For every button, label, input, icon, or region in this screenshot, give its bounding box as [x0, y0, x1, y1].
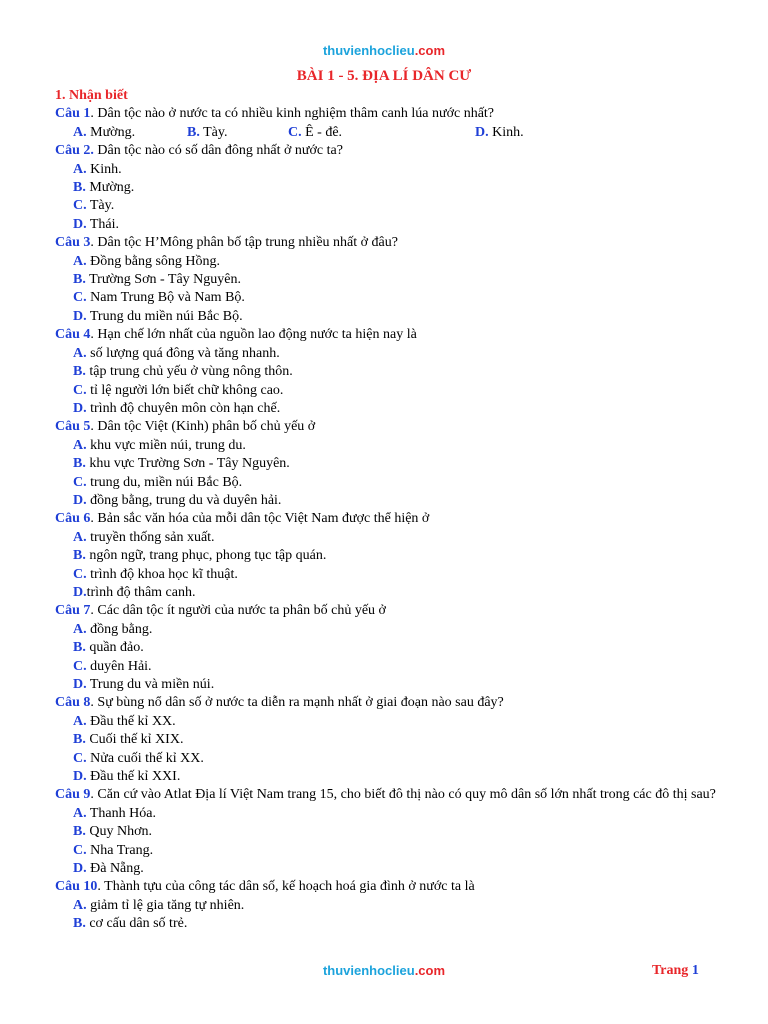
option-key: D.: [73, 492, 87, 508]
answer-option-b: [55, 915, 745, 933]
option-text: truyền thống sản xuất.: [90, 529, 215, 545]
answer-option-a: [55, 805, 745, 823]
question-text: . Sự bùng nổ dân số ở nước ta diễn ra mạnh nhất ở giai đoạn nào sau đây?: [90, 695, 504, 711]
answer-option-d: [55, 400, 745, 418]
option-key: D.: [73, 216, 87, 232]
question-text: . Hạn chế lớn nhất của nguồn lao động nước ta hiện nay là: [90, 327, 417, 343]
answer-option-a: [55, 621, 745, 639]
option-text: Kinh.: [90, 161, 122, 177]
option-text: Đầu thế kỉ XX.: [90, 713, 176, 729]
option-key: A.: [73, 897, 87, 913]
option-text: giảm tỉ lệ gia tăng tự nhiên.: [90, 897, 245, 913]
option-key: C.: [73, 566, 87, 582]
option-key: B.: [73, 640, 86, 656]
answer-option-b: [55, 455, 745, 473]
option-key: B.: [73, 364, 86, 380]
footer-site-name: thuvienhoclieu: [322, 963, 415, 978]
answer-option-a: [73, 124, 187, 142]
question-label: Câu 6: [55, 511, 91, 527]
question-text: . Bản sắc văn hóa của mỗi dân tộc Việt Nam được thể hiện ở: [90, 511, 430, 527]
option-key: A.: [73, 161, 87, 177]
option-text: Thanh Hóa.: [89, 805, 156, 821]
header-website: [0, 43, 768, 58]
option-key: C.: [288, 124, 302, 140]
answer-option-b: [55, 179, 745, 197]
answer-option-a: [55, 713, 745, 731]
option-key: B.: [73, 272, 86, 288]
option-key: C.: [73, 198, 87, 214]
answer-option-b: [55, 639, 745, 657]
question-text: . Căn cứ vào Atlat Địa lí Việt Nam trang 15, cho biết đô thị nào có quy mô dân số lớn nhất trong các đô thị sau?: [90, 787, 716, 803]
option-text: Đà Nẵng.: [90, 861, 144, 877]
answer-option-a: [55, 161, 745, 179]
question-3: [55, 234, 745, 252]
option-text: Nam Trung Bộ và Nam Bộ.: [90, 290, 245, 306]
question-list: [55, 87, 745, 934]
option-key: B.: [73, 548, 86, 564]
option-key: C.: [73, 474, 87, 490]
question-8: [55, 694, 745, 712]
answer-option-d: [55, 860, 745, 878]
option-text: Trường Sơn - Tây Nguyên.: [89, 272, 241, 288]
question-label: Câu 1: [55, 106, 91, 122]
question-text: Dân tộc nào có số dân đông nhất ở nước ta?: [93, 143, 343, 159]
question-10: [55, 878, 745, 896]
question-label: Câu 4: [55, 327, 91, 343]
option-text: Nha Trang.: [90, 842, 154, 858]
option-text: đồng bằng.: [90, 621, 153, 637]
question-6: [55, 510, 745, 528]
option-text: tỉ lệ người lớn biết chữ không cao.: [90, 382, 284, 398]
page-word: Trang: [652, 963, 689, 978]
option-text: số lượng quá đông và tăng nhanh.: [90, 345, 280, 361]
option-text: Quy Nhơn.: [89, 824, 152, 840]
page-num: 1: [691, 963, 699, 978]
option-text: Kinh.: [492, 124, 524, 140]
answer-option-c: [288, 124, 475, 142]
option-text: Thái.: [89, 216, 120, 232]
answer-option-a: [55, 437, 745, 455]
option-key: A.: [73, 713, 87, 729]
answer-option-b: [55, 547, 745, 565]
answer-option-b: [55, 823, 745, 841]
answer-option-d: [55, 584, 745, 602]
answer-option-c: [55, 289, 745, 307]
option-key: A.: [73, 345, 87, 361]
page-footer: [0, 963, 768, 981]
answer-option-c: [55, 197, 745, 215]
question-text: . Dân tộc nào ở nước ta có nhiều kinh nghiệm thâm canh lúa nước nhất?: [90, 106, 495, 122]
question-2: [55, 142, 745, 160]
option-key: A.: [73, 529, 87, 545]
question-text: . Dân tộc Việt (Kinh) phân bố chủ yếu ở: [90, 419, 316, 435]
option-text: Cuối thế kỉ XIX.: [89, 732, 184, 748]
answer-option-c: [55, 566, 745, 584]
option-key: B.: [73, 180, 86, 196]
answer-option-c: [55, 658, 745, 676]
option-key: D.: [73, 677, 87, 692]
option-text: ngôn ngữ, trang phục, phong tục tập quán.: [89, 548, 327, 564]
answer-option-d: [55, 676, 745, 694]
option-key: B.: [73, 916, 86, 932]
question-1: [55, 105, 745, 123]
option-key: B.: [73, 824, 86, 840]
option-text: Nửa cuối thế kỉ XX.: [90, 750, 204, 766]
option-text: trình độ chuyên môn còn hạn chế.: [90, 400, 281, 416]
option-key: D.: [73, 769, 87, 785]
option-text: trung du, miền núi Bắc Bộ.: [90, 474, 243, 490]
option-text: trình độ khoa học kĩ thuật.: [90, 566, 238, 582]
option-key: C.: [73, 382, 87, 398]
question-label: Câu 2.: [55, 143, 94, 159]
answer-option-d: [55, 216, 745, 234]
answer-option-d: [475, 124, 524, 142]
answer-option-b: [187, 124, 288, 142]
answer-option-c: [55, 382, 745, 400]
answer-option-c: [55, 750, 745, 768]
question-4: [55, 326, 745, 344]
question-label: Câu 3: [55, 235, 91, 251]
page-number: [652, 963, 699, 979]
option-text: khu vực miền núi, trung du.: [90, 437, 246, 453]
header-site-domain: .com: [414, 43, 446, 58]
option-key: C.: [73, 842, 87, 858]
question-7: [55, 602, 745, 620]
option-text: Mường.: [89, 180, 135, 196]
option-key: A.: [73, 253, 87, 269]
option-text: Ê - đê.: [305, 124, 343, 140]
option-key: D.: [73, 861, 87, 877]
question-5: [55, 418, 745, 436]
header-site-name: thuvienhoclieu: [322, 43, 415, 58]
option-key: A.: [73, 437, 87, 453]
question-label: Câu 7: [55, 603, 91, 619]
section-heading: 1. Nhận biết: [55, 88, 128, 103]
answer-option-c: [55, 474, 745, 492]
option-text: Tày.: [203, 124, 228, 140]
question-text: . Dân tộc H’Mông phân bố tập trung nhiều nhất ở đâu?: [90, 235, 398, 251]
option-text: cơ cấu dân số trẻ.: [89, 916, 188, 932]
option-key: C.: [73, 658, 87, 674]
document-title: BÀI 1 - 5. ĐỊA LÍ DÂN CƯ: [296, 68, 472, 84]
answer-option-b: [55, 731, 745, 749]
option-key: D.: [73, 400, 87, 416]
option-key: B.: [187, 124, 200, 140]
answer-option-a: [55, 529, 745, 547]
option-text: trình độ thâm canh.: [86, 584, 196, 600]
answer-option-a: [55, 345, 745, 363]
option-text: đồng bằng, trung du và duyên hải.: [90, 492, 282, 508]
option-text: Đồng bằng sông Hồng.: [90, 253, 221, 269]
answer-option-b: [55, 271, 745, 289]
option-text: khu vực Trường Sơn - Tây Nguyên.: [89, 456, 290, 472]
question-label: Câu 10: [55, 879, 98, 895]
option-text: quần đảo.: [89, 640, 144, 656]
option-text: Tày.: [89, 198, 115, 214]
answer-option-d: [55, 308, 745, 326]
option-key: B.: [73, 732, 86, 748]
option-key: A.: [73, 621, 87, 637]
question-label: Câu 9: [55, 787, 91, 803]
option-text: duyên Hải.: [90, 658, 152, 674]
option-key: C.: [73, 290, 87, 306]
option-text: Trung du miền núi Bắc Bộ.: [89, 308, 243, 324]
question-text: . Các dân tộc ít người của nước ta phân bố chủ yếu ở: [90, 603, 386, 619]
option-text: tập trung chủ yếu ở vùng nông thôn.: [89, 364, 293, 380]
option-text: Đầu thế kỉ XXI.: [90, 769, 181, 785]
answer-option-b: [55, 363, 745, 381]
option-key: A.: [73, 124, 87, 140]
footer-site-domain: .com: [414, 963, 446, 978]
option-key: D.: [73, 308, 87, 324]
option-text: Trung du và miền núi.: [89, 677, 215, 692]
question-9: [55, 786, 745, 804]
option-key: C.: [73, 750, 87, 766]
option-key: B.: [73, 456, 86, 472]
answer-option-a: [55, 897, 745, 915]
option-key: D.: [475, 124, 489, 140]
question-label: Câu 8: [55, 695, 91, 711]
answer-row: [55, 124, 745, 142]
answer-option-d: [55, 492, 745, 510]
option-text: Mường.: [90, 124, 136, 140]
answer-option-d: [55, 768, 745, 786]
answer-option-c: [55, 842, 745, 860]
question-label: Câu 5: [55, 419, 91, 435]
answer-option-a: [55, 253, 745, 271]
option-key: A.: [73, 805, 87, 821]
question-text: . Thành tựu của công tác dân số, kế hoạch hoá gia đình ở nước ta là: [97, 879, 475, 895]
option-key: D.: [73, 584, 87, 600]
